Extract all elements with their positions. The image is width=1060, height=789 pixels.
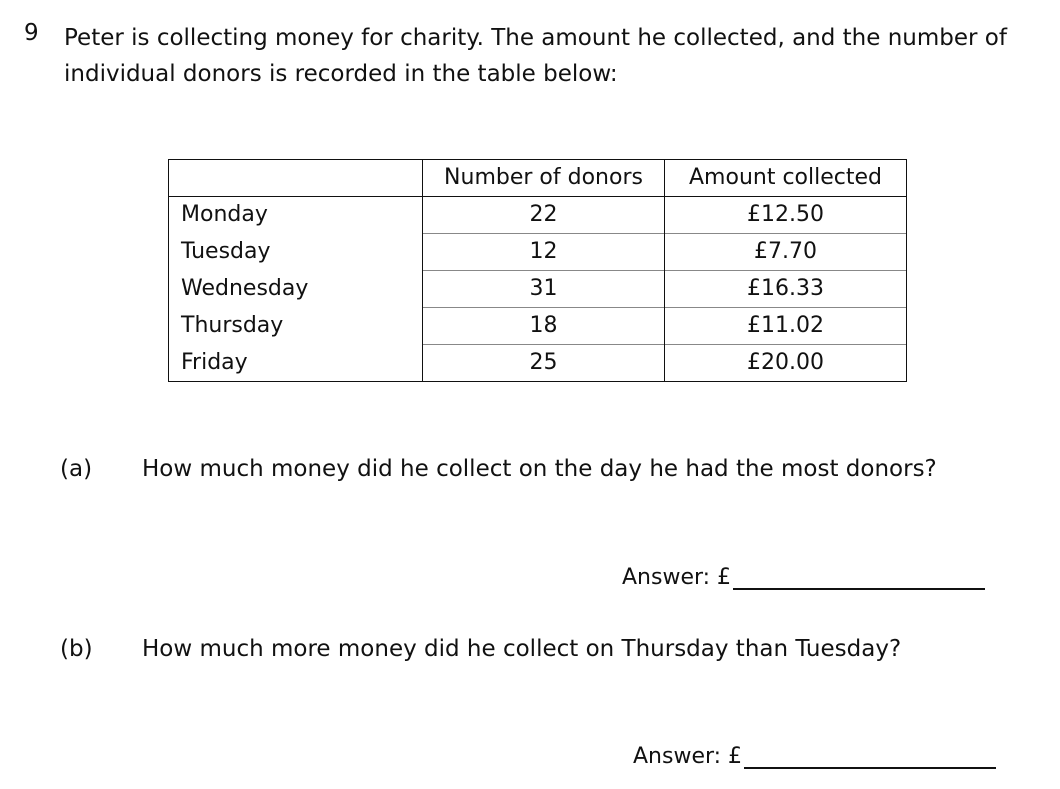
part-a-answer-line[interactable] — [733, 566, 985, 590]
table-cell-amount: £11.02 — [665, 308, 907, 345]
table-header-donors: Number of donors — [423, 160, 665, 197]
part-a-answer — [622, 565, 985, 590]
part-a-answer-label: Answer: £ — [622, 565, 732, 590]
table-header-row — [169, 160, 907, 197]
part-b-answer-label: Answer: £ — [633, 744, 743, 769]
table-cell-donors: 22 — [423, 197, 665, 234]
table-row — [169, 345, 907, 382]
table-row — [169, 271, 907, 308]
table-cell-donors: 25 — [423, 345, 665, 382]
table-cell-day: Tuesday — [169, 234, 423, 271]
table-cell-amount: £12.50 — [665, 197, 907, 234]
question-number: 9 — [24, 20, 39, 46]
part-b-label: (b) — [60, 636, 93, 662]
table-cell-day: Friday — [169, 345, 423, 382]
table-cell-amount: £20.00 — [665, 345, 907, 382]
part-b-answer — [633, 744, 996, 769]
table-header-amount: Amount collected — [665, 160, 907, 197]
table-cell-day: Thursday — [169, 308, 423, 345]
table-row — [169, 234, 907, 271]
question-stem-line-1: Peter is collecting money for charity. The amount he collected, and the number of — [64, 25, 1007, 51]
table-cell-amount: £7.70 — [665, 234, 907, 271]
part-a-question: How much money did he collect on the day he had the most donors? — [142, 456, 937, 482]
table-header-cell-empty — [169, 160, 423, 197]
table-cell-day: Monday — [169, 197, 423, 234]
part-a-label: (a) — [60, 456, 93, 482]
table-cell-day: Wednesday — [169, 271, 423, 308]
table-cell-amount: £16.33 — [665, 271, 907, 308]
part-b-question: How much more money did he collect on Thursday than Tuesday? — [142, 636, 902, 662]
table-row — [169, 308, 907, 345]
part-b-answer-line[interactable] — [744, 745, 996, 769]
table-cell-donors: 18 — [423, 308, 665, 345]
question-stem-line-2: individual donors is recorded in the table below: — [64, 61, 618, 87]
table-cell-donors: 12 — [423, 234, 665, 271]
question-stem — [64, 20, 1054, 92]
table-row — [169, 197, 907, 234]
table-cell-donors: 31 — [423, 271, 665, 308]
donations-table — [168, 159, 907, 382]
